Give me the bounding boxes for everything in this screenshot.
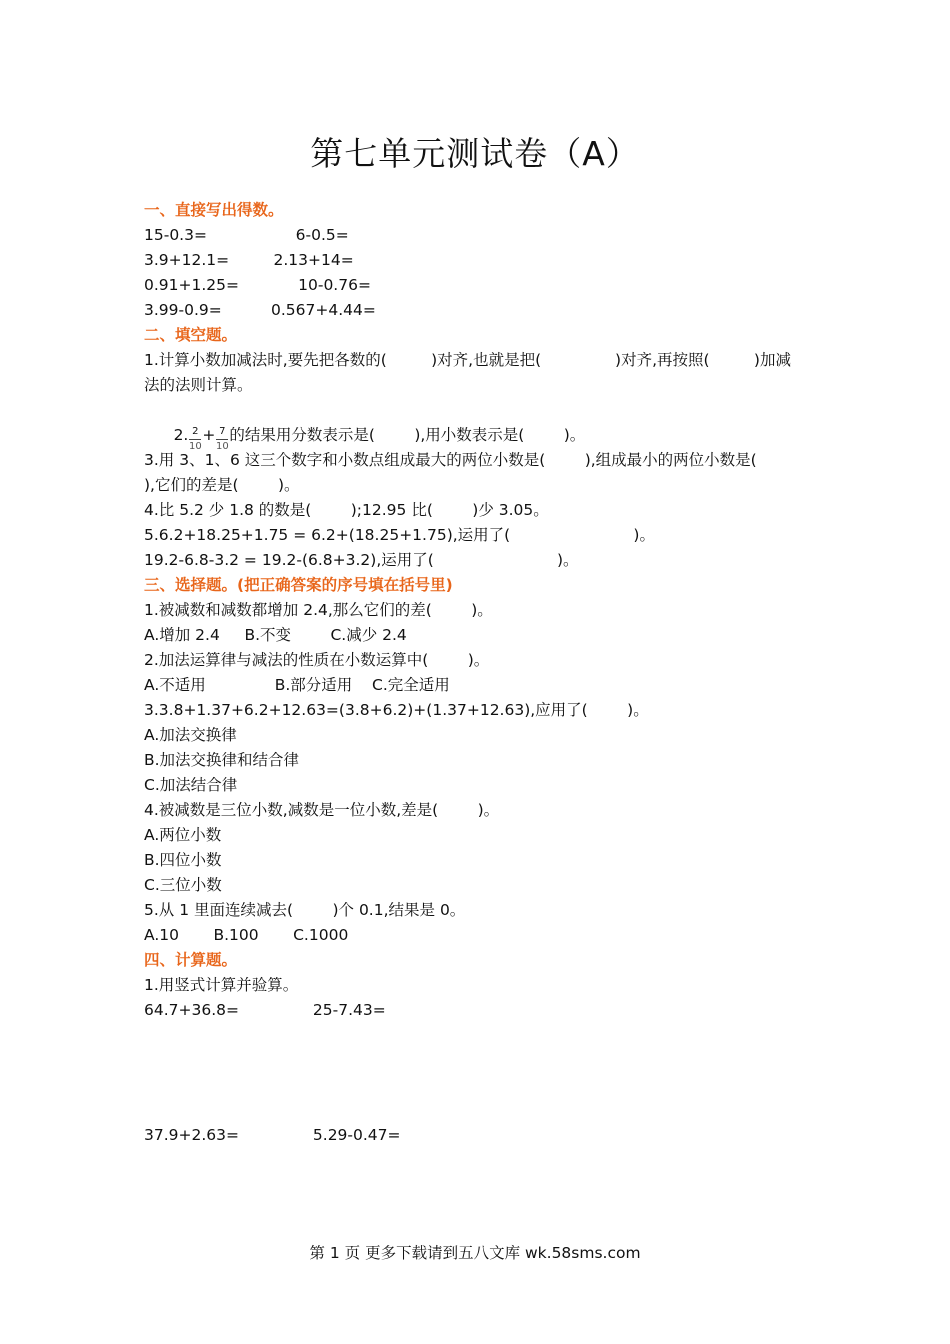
section-3-heading: 三、选择题。(把正确答案的序号填在括号里) — [144, 576, 453, 594]
s2-q1-line-a: 1.计算小数加减法时,要先把各数的( )对齐,也就是把( )对齐,再按照( )加减 — [144, 351, 791, 369]
s3-line: 2.加法运算律与减法的性质在小数运算中( )。 — [144, 651, 490, 669]
worksheet-content — [144, 198, 804, 1148]
s2-q1-line-b: 法的法则计算。 — [144, 376, 253, 394]
fraction-bar — [216, 439, 228, 440]
s1-line: 3.9+12.1= 2.13+14= — [144, 251, 354, 269]
s3-line: C.三位小数 — [144, 876, 222, 894]
s3-line: A.不适用 B.部分适用 C.完全适用 — [144, 676, 450, 694]
s4-row2: 37.9+2.63= 5.29-0.47= — [144, 1126, 401, 1144]
fraction-bar — [189, 439, 201, 440]
s3-line: B.四位小数 — [144, 851, 222, 869]
s3-line: 5.从 1 里面连续减去( )个 0.1,结果是 0。 — [144, 901, 466, 919]
s3-line: 3.3.8+1.37+6.2+12.63=(3.8+6.2)+(1.37+12.63),应用了( )。 — [144, 701, 649, 719]
q2-text: 的结果用分数表示是( ),用小数表示是( )。 — [229, 426, 586, 444]
s3-line: A.10 B.100 C.1000 — [144, 926, 349, 944]
page-footer: 第 1 页 更多下载请到五八文库 wk.58sms.com — [309, 1244, 641, 1262]
s3-line: A.两位小数 — [144, 826, 222, 844]
s3-line: 1.被减数和减数都增加 2.4,那么它们的差( )。 — [144, 601, 493, 619]
fraction-2-10 — [188, 423, 202, 452]
fraction-7-10 — [215, 423, 229, 452]
s4-row1: 64.7+36.8= 25-7.43= — [144, 1001, 386, 1019]
s2-q2-line — [144, 398, 804, 452]
s4-q1-line: 1.用竖式计算并验算。 — [144, 976, 299, 994]
section-2-heading: 二、填空题。 — [144, 326, 238, 344]
s3-line: B.加法交换律和结合律 — [144, 751, 300, 769]
q2-number: 2. — [173, 426, 189, 444]
s3-line: C.加法结合律 — [144, 776, 238, 794]
fraction-numerator: 7 — [219, 426, 226, 437]
section-4-heading: 四、计算题。 — [144, 951, 238, 969]
s2-q5-line-a: 5.6.2+18.25+1.75 = 6.2+(18.25+1.75),运用了( )。 — [144, 526, 655, 544]
fraction-numerator: 2 — [192, 426, 199, 437]
s2-q4-line: 4.比 5.2 少 1.8 的数是( );12.95 比( )少 3.05。 — [144, 501, 549, 519]
plus-sign: + — [202, 426, 216, 444]
s1-line: 3.99-0.9= 0.567+4.44= — [144, 301, 376, 319]
s1-line: 0.91+1.25= 10-0.76= — [144, 276, 371, 294]
page-title: 第七单元测试卷（A） — [310, 134, 640, 173]
s3-line: 4.被减数是三位小数,减数是一位小数,差是( )。 — [144, 801, 500, 819]
s2-q5-line-b: 19.2-6.8-3.2 = 19.2-(6.8+3.2),运用了( )。 — [144, 551, 579, 569]
s1-line: 15-0.3= 6-0.5= — [144, 226, 349, 244]
section-1-heading: 一、直接写出得数。 — [144, 201, 284, 219]
s2-q3-line-a: 3.用 3、1、6 这三个数字和小数点组成最大的两位小数是( ),组成最小的两位小数是( — [144, 451, 757, 469]
work-space — [144, 1023, 804, 1123]
fraction-denominator: 10 — [215, 441, 229, 452]
s3-line: A.加法交换律 — [144, 726, 237, 744]
fraction-denominator: 10 — [188, 441, 202, 452]
s3-line: A.增加 2.4 B.不变 C.减少 2.4 — [144, 626, 407, 644]
s2-q3-line-b: ),它们的差是( )。 — [144, 476, 300, 494]
